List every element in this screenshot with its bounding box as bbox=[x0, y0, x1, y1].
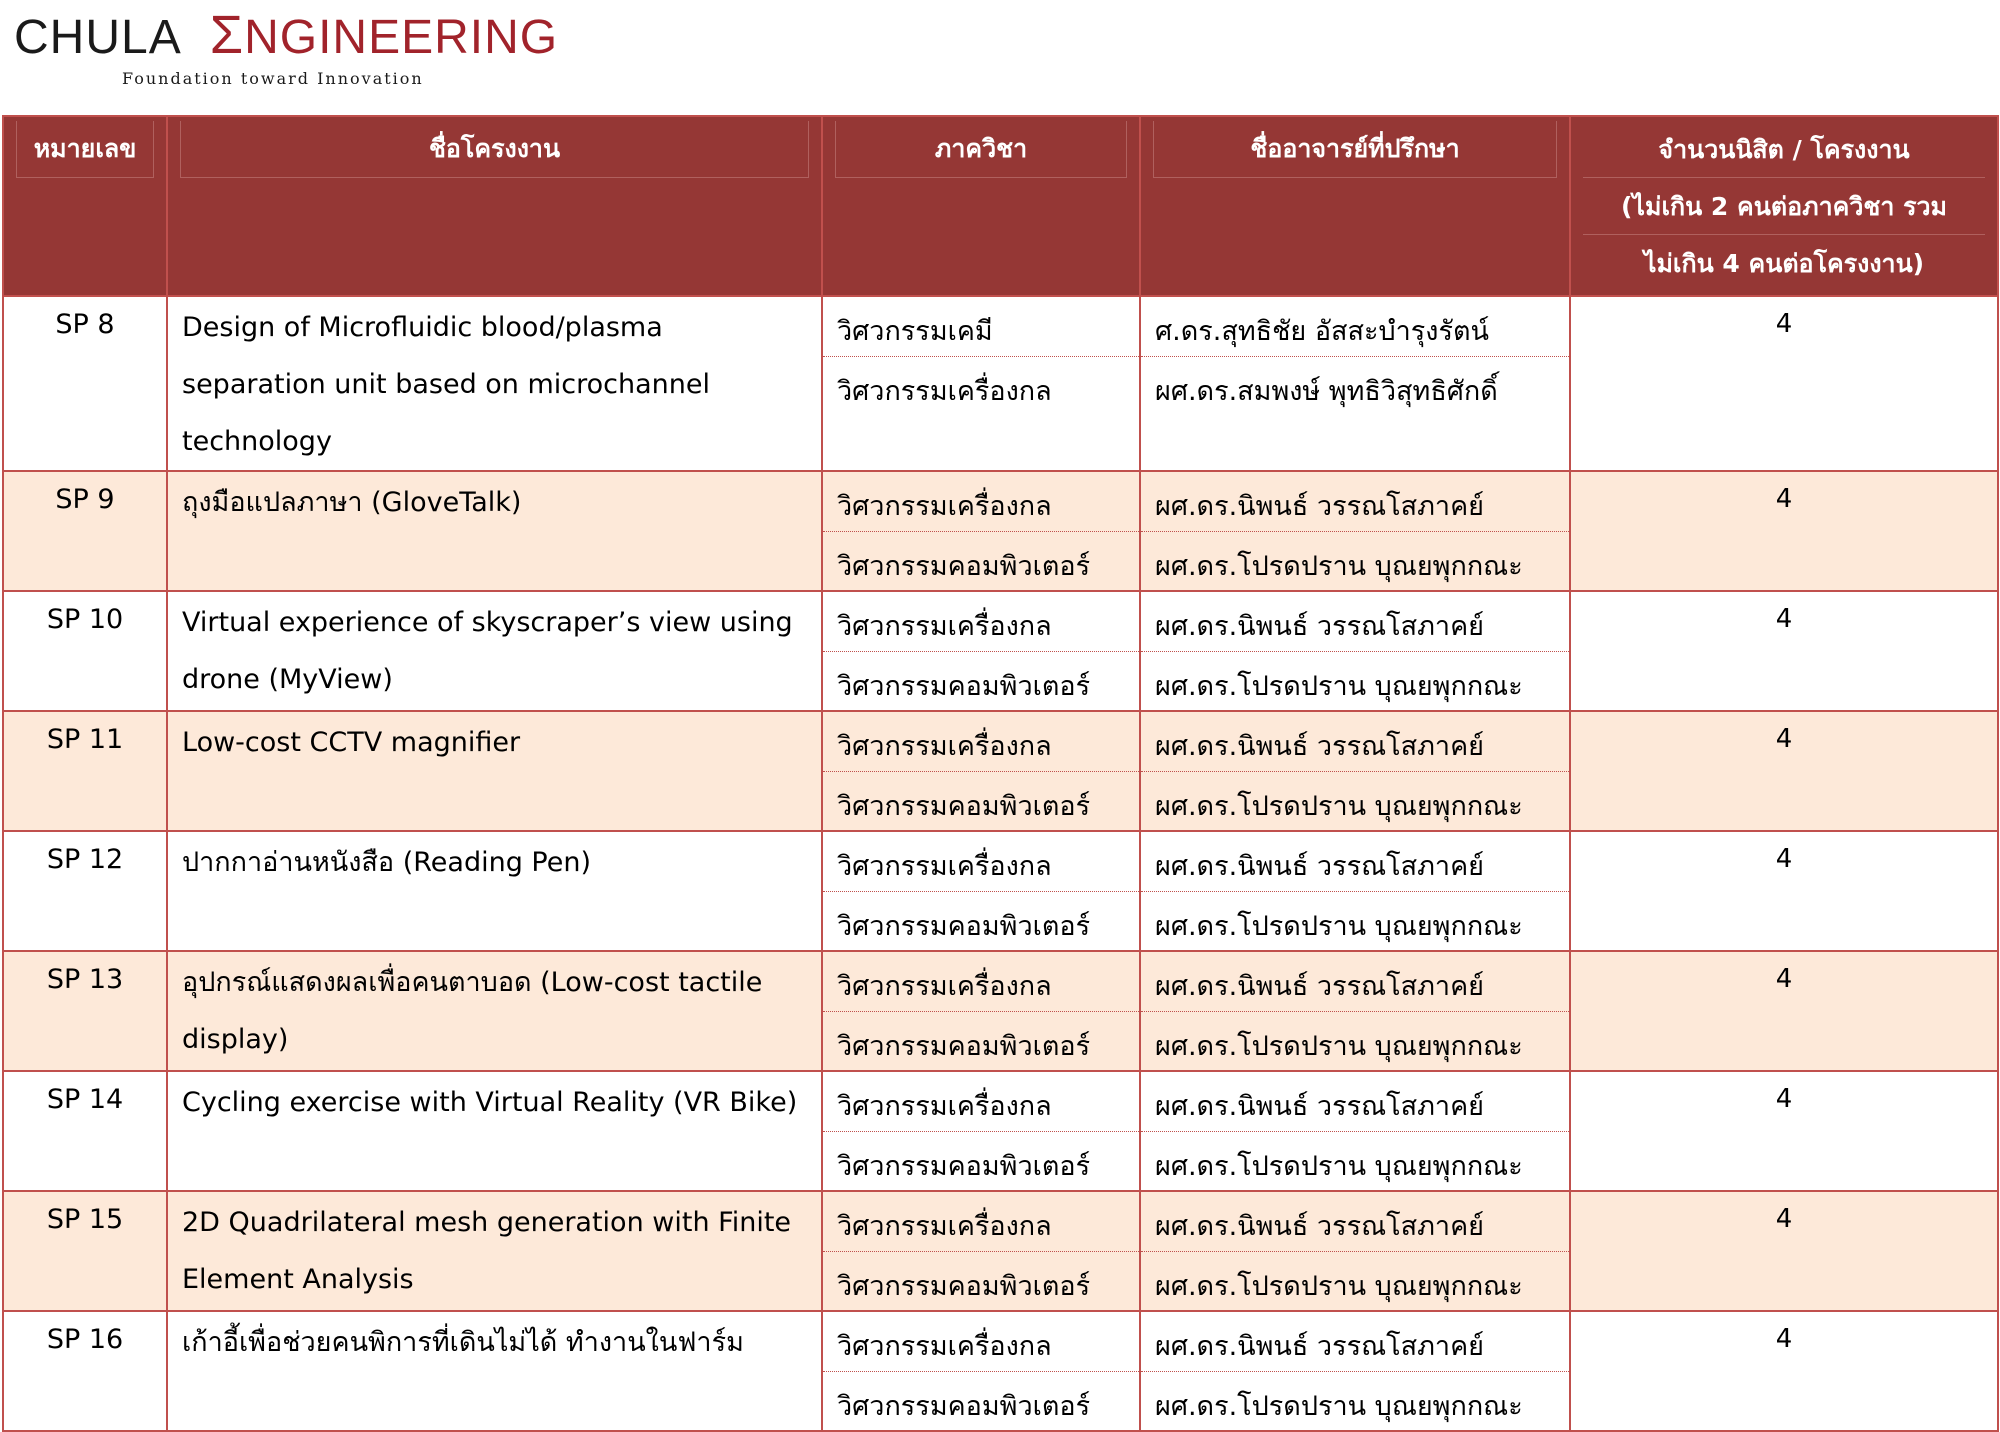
project-number-text: SP 11 bbox=[46, 724, 124, 755]
project-number-text: SP 9 bbox=[55, 484, 115, 515]
advisor-1: ผศ.ดร.นิพนธ์ วรรณโสภาคย์ bbox=[1141, 592, 1569, 652]
student-count-text: 4 bbox=[1775, 484, 1793, 514]
project-title-text: อุปกรณ์แสดงผลเพื่อคนตาบอด (Low-cost tactile display) bbox=[182, 967, 763, 1055]
department-1: วิศวกรรมเครื่องกล bbox=[823, 1312, 1139, 1372]
department-1: วิศวกรรมเครื่องกล bbox=[823, 952, 1139, 1012]
advisor-1: ผศ.ดร.นิพนธ์ วรรณโสภาคย์ bbox=[1141, 472, 1569, 532]
table-body bbox=[3, 296, 1998, 1431]
advisor-2: ผศ.ดร.โปรดปราน บุณยพุกกณะ bbox=[1155, 671, 1523, 702]
project-number bbox=[3, 1071, 167, 1191]
project-departments bbox=[822, 591, 1140, 711]
department-1: วิศวกรรมเคมี bbox=[823, 297, 1139, 357]
advisor-2: ผศ.ดร.โปรดปราน บุณยพุกกณะ bbox=[1155, 1031, 1523, 1062]
advisor-1: ผศ.ดร.นิพนธ์ วรรณโสภาคย์ bbox=[1141, 1192, 1569, 1252]
project-number-text: SP 8 bbox=[55, 309, 115, 340]
project-departments bbox=[822, 831, 1140, 951]
department-2: วิศวกรรมคอมพิวเตอร์ bbox=[837, 791, 1091, 822]
student-count-text: 4 bbox=[1775, 309, 1793, 339]
project-number-text: SP 14 bbox=[46, 1084, 124, 1115]
logo-wordmark bbox=[14, 5, 559, 65]
table-row bbox=[3, 1071, 1998, 1191]
project-title-text: Cycling exercise with Virtual Reality (VR Bike) bbox=[182, 1087, 798, 1118]
advisor-1: ศ.ดร.สุทธิชัย อัสสะบำรุงรัตน์ bbox=[1141, 297, 1569, 357]
table-row bbox=[3, 831, 1998, 951]
project-title-text: Low-cost CCTV magnifier bbox=[182, 727, 521, 758]
advisor-2: ผศ.ดร.โปรดปราน บุณยพุกกณะ bbox=[1155, 791, 1523, 822]
table-row bbox=[3, 951, 1998, 1071]
header-department-label: ภาควิชา bbox=[835, 121, 1127, 178]
header-advisor-label: ชื่ออาจารย์ที่ปรึกษา bbox=[1153, 121, 1557, 178]
project-number bbox=[3, 1311, 167, 1431]
department-2: วิศวกรรมคอมพิวเตอร์ bbox=[837, 1031, 1091, 1062]
header-students-line2: (ไม่เกิน 2 คนต่อภาควิชา รวม bbox=[1583, 178, 1985, 235]
project-number-text: SP 13 bbox=[46, 964, 124, 995]
advisor-2: ผศ.ดร.โปรดปราน บุณยพุกกณะ bbox=[1155, 911, 1523, 942]
header-students-line3: ไม่เกิน 4 คนต่อโครงงาน) bbox=[1643, 249, 1925, 278]
project-number bbox=[3, 471, 167, 591]
header-students-line1: จำนวนนิสิต / โครงงาน bbox=[1583, 121, 1985, 178]
student-count-text: 4 bbox=[1775, 604, 1793, 634]
student-count-text: 4 bbox=[1775, 964, 1793, 994]
project-advisors bbox=[1140, 591, 1570, 711]
student-count-text: 4 bbox=[1775, 1324, 1793, 1354]
project-title bbox=[167, 1191, 822, 1311]
project-advisors bbox=[1140, 471, 1570, 591]
logo-sigma-glyph: Σ bbox=[209, 5, 245, 65]
department-2: วิศวกรรมคอมพิวเตอร์ bbox=[837, 1151, 1091, 1182]
header-project bbox=[167, 116, 822, 296]
project-advisors bbox=[1140, 1311, 1570, 1431]
project-number-text: SP 10 bbox=[46, 604, 124, 635]
department-1: วิศวกรรมเครื่องกล bbox=[823, 832, 1139, 892]
header-advisor bbox=[1140, 116, 1570, 296]
advisor-2: ผศ.ดร.โปรดปราน บุณยพุกกณะ bbox=[1155, 551, 1523, 582]
project-number bbox=[3, 1191, 167, 1311]
department-1: วิศวกรรมเครื่องกล bbox=[823, 592, 1139, 652]
project-title-text: ถุงมือแปลภาษา (GloveTalk) bbox=[182, 487, 522, 518]
advisor-1: ผศ.ดร.นิพนธ์ วรรณโสภาคย์ bbox=[1141, 712, 1569, 772]
header-students-block bbox=[1583, 121, 1985, 291]
table-header bbox=[3, 116, 1998, 296]
department-1: วิศวกรรมเครื่องกล bbox=[823, 1072, 1139, 1132]
project-number bbox=[3, 296, 167, 471]
project-departments bbox=[822, 1191, 1140, 1311]
advisor-1: ผศ.ดร.นิพนธ์ วรรณโสภาคย์ bbox=[1141, 1072, 1569, 1132]
project-advisors bbox=[1140, 296, 1570, 471]
project-title-text: Design of Microfluidic blood/plasma separation unit based on microchannel technology bbox=[182, 312, 711, 457]
project-title-text: 2D Quadrilateral mesh generation with Finite Element Analysis bbox=[182, 1207, 792, 1295]
project-title bbox=[167, 296, 822, 471]
chula-engineering-logo bbox=[14, 5, 559, 90]
header-department bbox=[822, 116, 1140, 296]
table-row bbox=[3, 1311, 1998, 1431]
project-departments bbox=[822, 1071, 1140, 1191]
department-2: วิศวกรรมคอมพิวเตอร์ bbox=[837, 1271, 1091, 1302]
header-project-label: ชื่อโครงงาน bbox=[180, 121, 809, 178]
department-2: วิศวกรรมคอมพิวเตอร์ bbox=[837, 1391, 1091, 1422]
logo-chula-text: CHULA bbox=[14, 11, 182, 64]
project-departments bbox=[822, 471, 1140, 591]
logo-tagline: Foundation toward Innovation bbox=[122, 69, 424, 88]
department-1: วิศวกรรมเครื่องกล bbox=[823, 712, 1139, 772]
table-row bbox=[3, 296, 1998, 471]
project-title bbox=[167, 591, 822, 711]
department-2: วิศวกรรมคอมพิวเตอร์ bbox=[837, 671, 1091, 702]
project-number bbox=[3, 711, 167, 831]
project-title-text: เก้าอี้เพื่อช่วยคนพิการที่เดินไม่ได้ ทำงานในฟาร์ม bbox=[182, 1327, 744, 1358]
table-row bbox=[3, 711, 1998, 831]
student-count bbox=[1570, 591, 1998, 711]
project-number-text: SP 15 bbox=[46, 1204, 124, 1235]
department-1: วิศวกรรมเครื่องกล bbox=[823, 1192, 1139, 1252]
advisor-2: ผศ.ดร.สมพงษ์ พุทธิวิสุทธิศักดิ์ bbox=[1155, 376, 1498, 407]
table-row bbox=[3, 591, 1998, 711]
advisor-2: ผศ.ดร.โปรดปราน บุณยพุกกณะ bbox=[1155, 1271, 1523, 1302]
project-departments bbox=[822, 296, 1140, 471]
student-count-text: 4 bbox=[1775, 1084, 1793, 1114]
project-number-text: SP 12 bbox=[46, 844, 124, 875]
advisor-1: ผศ.ดร.นิพนธ์ วรรณโสภาคย์ bbox=[1141, 1312, 1569, 1372]
student-count bbox=[1570, 711, 1998, 831]
project-departments bbox=[822, 1311, 1140, 1431]
project-title-text: ปากกาอ่านหนังสือ (Reading Pen) bbox=[182, 847, 591, 878]
header-number bbox=[3, 116, 167, 296]
project-advisors bbox=[1140, 1191, 1570, 1311]
project-advisors bbox=[1140, 831, 1570, 951]
project-number bbox=[3, 831, 167, 951]
student-count bbox=[1570, 296, 1998, 471]
table-row bbox=[3, 471, 1998, 591]
logo-engineering-text: NGINEERING bbox=[244, 11, 559, 64]
project-departments bbox=[822, 711, 1140, 831]
project-title bbox=[167, 951, 822, 1071]
project-title-text: Virtual experience of skyscraper’s view using drone (MyView) bbox=[182, 607, 793, 695]
department-2: วิศวกรรมคอมพิวเตอร์ bbox=[837, 551, 1091, 582]
header-number-label: หมายเลข bbox=[16, 121, 154, 178]
student-count-text: 4 bbox=[1775, 1204, 1793, 1234]
advisor-1: ผศ.ดร.นิพนธ์ วรรณโสภาคย์ bbox=[1141, 952, 1569, 1012]
department-1: วิศวกรรมเครื่องกล bbox=[823, 472, 1139, 532]
project-title bbox=[167, 711, 822, 831]
project-table bbox=[2, 115, 1999, 1432]
student-count bbox=[1570, 831, 1998, 951]
project-advisors bbox=[1140, 711, 1570, 831]
project-number-text: SP 16 bbox=[46, 1324, 124, 1355]
project-title bbox=[167, 471, 822, 591]
table-row bbox=[3, 1191, 1998, 1311]
department-2: วิศวกรรมเครื่องกล bbox=[837, 376, 1052, 407]
student-count bbox=[1570, 471, 1998, 591]
student-count bbox=[1570, 1311, 1998, 1431]
project-title bbox=[167, 831, 822, 951]
project-advisors bbox=[1140, 951, 1570, 1071]
project-number bbox=[3, 591, 167, 711]
advisor-2: ผศ.ดร.โปรดปราน บุณยพุกกณะ bbox=[1155, 1151, 1523, 1182]
department-2: วิศวกรรมคอมพิวเตอร์ bbox=[837, 911, 1091, 942]
project-departments bbox=[822, 951, 1140, 1071]
advisor-1: ผศ.ดร.นิพนธ์ วรรณโสภาคย์ bbox=[1141, 832, 1569, 892]
project-title bbox=[167, 1311, 822, 1431]
project-advisors bbox=[1140, 1071, 1570, 1191]
student-count bbox=[1570, 951, 1998, 1071]
advisor-2: ผศ.ดร.โปรดปราน บุณยพุกกณะ bbox=[1155, 1391, 1523, 1422]
student-count bbox=[1570, 1071, 1998, 1191]
header-students bbox=[1570, 116, 1998, 296]
student-count-text: 4 bbox=[1775, 844, 1793, 874]
student-count bbox=[1570, 1191, 1998, 1311]
student-count-text: 4 bbox=[1775, 724, 1793, 754]
project-number bbox=[3, 951, 167, 1071]
project-title bbox=[167, 1071, 822, 1191]
